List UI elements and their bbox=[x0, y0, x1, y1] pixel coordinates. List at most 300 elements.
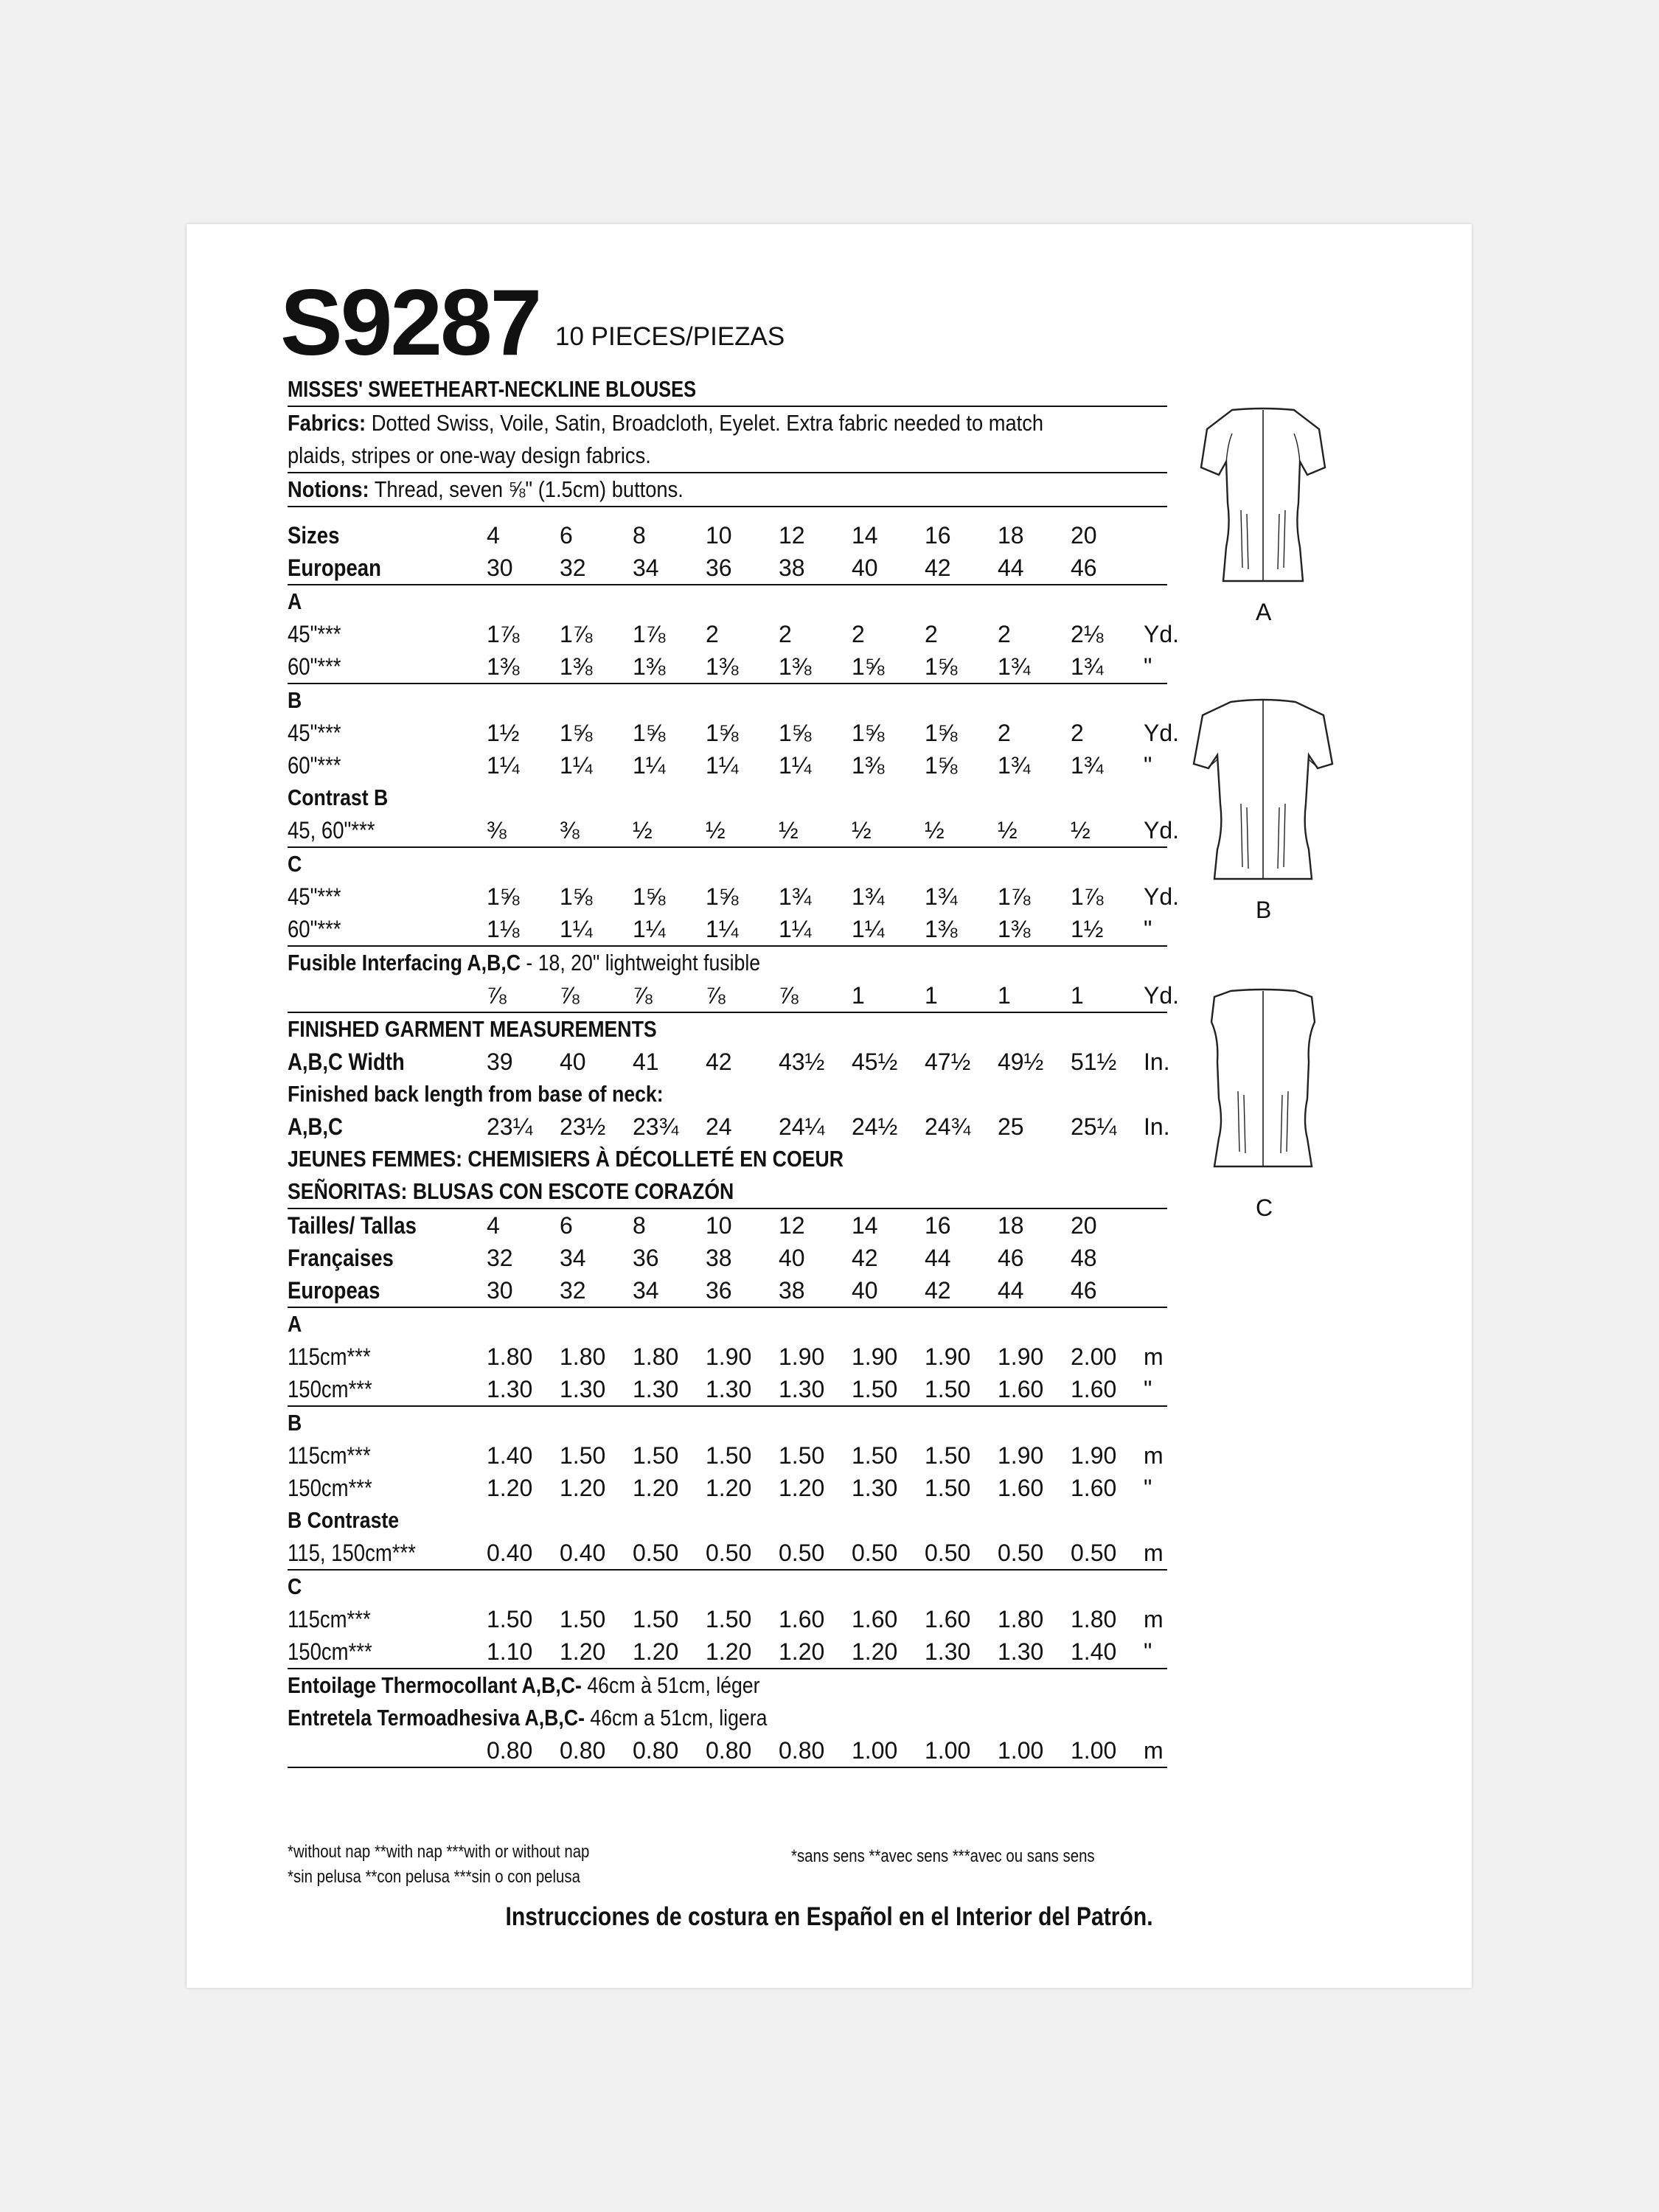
unit-cell: " bbox=[1144, 653, 1152, 680]
unit-cell: m bbox=[1144, 1539, 1164, 1566]
size-cell: 1.50 bbox=[560, 1441, 606, 1469]
a-45-row bbox=[288, 618, 1180, 650]
size-cell: 1⅝ bbox=[560, 719, 593, 746]
size-cell: 1.50 bbox=[852, 1441, 898, 1469]
size-cell: 23¼ bbox=[487, 1113, 533, 1140]
size-cell: 1 bbox=[998, 981, 1011, 1009]
unit-cell: " bbox=[1144, 1474, 1152, 1501]
size-cell: 0.50 bbox=[998, 1539, 1044, 1566]
size-cell: 51½ bbox=[1071, 1048, 1117, 1075]
size-cell: 1.50 bbox=[779, 1441, 825, 1469]
size-cell: 24¾ bbox=[925, 1113, 971, 1140]
size-cell: 1.00 bbox=[1071, 1736, 1117, 1764]
view-a-sketch bbox=[1189, 400, 1337, 591]
size-cell: 1.90 bbox=[998, 1343, 1044, 1370]
size-cell: 1¾ bbox=[1071, 653, 1104, 680]
size-cell: 1.60 bbox=[852, 1605, 898, 1632]
size-cell: 1⅝ bbox=[852, 653, 885, 680]
notions-text: Thread, seven ⅝" (1.5cm) buttons. bbox=[369, 476, 684, 502]
size-cell: 1.50 bbox=[633, 1441, 679, 1469]
size-cell: ⅞ bbox=[487, 981, 507, 1009]
size-cell: 48 bbox=[1071, 1244, 1097, 1271]
unit-cell: m bbox=[1144, 1343, 1164, 1370]
spanish-title: SEÑORITAS: BLUSAS CON ESCOTE CORAZÓN bbox=[288, 1178, 734, 1204]
size-cell: 25 bbox=[998, 1113, 1024, 1140]
size-cell: 1.50 bbox=[706, 1441, 752, 1469]
size-cell: 49½ bbox=[998, 1048, 1044, 1075]
size-cell: 4 bbox=[487, 1211, 500, 1239]
size-cell: 1.50 bbox=[852, 1375, 898, 1402]
size-cell: 1⅝ bbox=[925, 751, 958, 779]
size-cell: 1.90 bbox=[706, 1343, 752, 1370]
size-cell: 36 bbox=[633, 1244, 659, 1271]
size-cell: 1¼ bbox=[852, 915, 885, 942]
interfacing-label: Fusible Interfacing A,B,C bbox=[288, 950, 521, 975]
size-cell: 2 bbox=[706, 620, 719, 647]
size-cell: 1.90 bbox=[925, 1343, 971, 1370]
row-label: 45, 60"*** bbox=[288, 816, 375, 844]
size-cell: 2 bbox=[779, 620, 792, 647]
size-cell: 34 bbox=[633, 1276, 659, 1304]
size-cell: 1⅜ bbox=[487, 653, 520, 680]
size-cell: 1.90 bbox=[779, 1343, 825, 1370]
size-cell: 0.40 bbox=[487, 1539, 533, 1566]
size-cell: 1.30 bbox=[852, 1474, 898, 1501]
row-label: 45"*** bbox=[288, 719, 341, 746]
size-cell: 1.60 bbox=[1071, 1474, 1117, 1501]
row-label: 45"*** bbox=[288, 883, 341, 910]
metric-view-c-heading: C bbox=[288, 1573, 302, 1599]
row-label: Europeas bbox=[288, 1276, 380, 1304]
size-cell: 23½ bbox=[560, 1113, 606, 1140]
footnote-spanish: *sin pelusa **con pelusa ***sin o con pelusa bbox=[288, 1867, 580, 1887]
size-cell: 46 bbox=[1071, 1276, 1097, 1304]
unit-cell: m bbox=[1144, 1441, 1164, 1469]
size-cell: 1 bbox=[925, 981, 938, 1009]
size-cell: 1.90 bbox=[998, 1441, 1044, 1469]
size-cell: 6 bbox=[560, 1211, 573, 1239]
row-label: 115, 150cm*** bbox=[288, 1539, 416, 1566]
size-cell: 1.00 bbox=[998, 1736, 1044, 1764]
unit-cell: In. bbox=[1144, 1113, 1170, 1140]
size-cell: 1¾ bbox=[998, 751, 1031, 779]
size-cell: 1.80 bbox=[998, 1605, 1044, 1632]
size-cell: 1.20 bbox=[779, 1474, 825, 1501]
size-cell: 1.50 bbox=[925, 1375, 971, 1402]
back-length-row bbox=[288, 1110, 1170, 1143]
size-cell: 1.50 bbox=[925, 1474, 971, 1501]
a-60-row bbox=[288, 650, 1167, 684]
size-cell: 1⅝ bbox=[560, 883, 593, 910]
size-cell: 40 bbox=[852, 554, 878, 581]
interfacing-row bbox=[288, 979, 1180, 1013]
size-cell: 1⅞ bbox=[998, 883, 1031, 910]
size-cell: 1.90 bbox=[852, 1343, 898, 1370]
size-cell: 40 bbox=[852, 1276, 878, 1304]
size-cell: 30 bbox=[487, 554, 513, 581]
interfacing-label: Entoilage Thermocollant A,B,C- bbox=[288, 1672, 582, 1698]
interfacing-text: 46cm a 51cm, ligera bbox=[584, 1705, 768, 1731]
french-title: JEUNES FEMMES: CHEMISIERS À DÉCOLLETÉ EN COEUR bbox=[288, 1146, 844, 1172]
size-cell: 40 bbox=[779, 1244, 805, 1271]
size-cell: 0.50 bbox=[706, 1539, 752, 1566]
size-cell: 1⅜ bbox=[779, 653, 812, 680]
interfacing-label: Entretela Termoadhesiva A,B,C- bbox=[288, 1705, 585, 1731]
size-cell: 2⅛ bbox=[1071, 620, 1104, 647]
c-45-row bbox=[288, 880, 1180, 913]
b-45-row bbox=[288, 717, 1180, 749]
size-cell: 2 bbox=[998, 719, 1011, 746]
view-a-heading: A bbox=[288, 588, 302, 614]
size-cell: 1¼ bbox=[779, 915, 812, 942]
size-cell: 1.10 bbox=[487, 1638, 533, 1665]
size-cell: 1⅞ bbox=[487, 620, 520, 647]
size-cell: 42 bbox=[852, 1244, 878, 1271]
size-cell: 0.50 bbox=[1071, 1539, 1117, 1566]
size-cell: ½ bbox=[925, 816, 945, 844]
size-cell: ½ bbox=[633, 816, 653, 844]
size-cell: 1.20 bbox=[706, 1638, 752, 1665]
b-150-row bbox=[288, 1472, 1167, 1504]
a-150-row bbox=[288, 1373, 1167, 1407]
size-cell: 1¼ bbox=[560, 915, 593, 942]
row-label: 60"*** bbox=[288, 751, 341, 779]
fabrics bbox=[288, 407, 1167, 473]
size-cell: 36 bbox=[706, 1276, 732, 1304]
unit-cell: In. bbox=[1144, 1048, 1170, 1075]
size-cell: 1 bbox=[1071, 981, 1084, 1009]
row-label: 150cm*** bbox=[288, 1474, 372, 1501]
size-cell: 14 bbox=[852, 521, 878, 549]
size-cell: 1.50 bbox=[560, 1605, 606, 1632]
size-cell: 2.00 bbox=[1071, 1343, 1117, 1370]
row-label: 60"*** bbox=[288, 915, 341, 942]
view-c-sketch bbox=[1189, 981, 1337, 1180]
european-row bbox=[288, 552, 1167, 585]
size-cell: 44 bbox=[998, 1276, 1024, 1304]
size-cell: ½ bbox=[779, 816, 799, 844]
size-cell: 1.30 bbox=[706, 1375, 752, 1402]
size-cell: 1.20 bbox=[487, 1474, 533, 1501]
row-label: 150cm*** bbox=[288, 1638, 372, 1665]
view-b-sketch bbox=[1182, 693, 1344, 892]
row-label: Sizes bbox=[288, 521, 340, 549]
fabrics-text-2: plaids, stripes or one-way design fabrics. bbox=[288, 442, 651, 468]
size-cell: 1.80 bbox=[560, 1343, 606, 1370]
fabrics-text: Dotted Swiss, Voile, Satin, Broadcloth, Eyelet. Extra fabric needed to match bbox=[366, 410, 1044, 436]
size-cell: 42 bbox=[706, 1048, 732, 1075]
footnote-french: *sans sens **avec sens ***avec ou sans sens bbox=[791, 1846, 1095, 1866]
pattern-title: MISSES' SWEETHEART-NECKLINE BLOUSES bbox=[288, 376, 697, 402]
size-cell: 1⅝ bbox=[925, 653, 958, 680]
pattern-number: S9287 bbox=[280, 270, 540, 375]
c-150-row bbox=[288, 1635, 1167, 1669]
francaises-row bbox=[288, 1242, 1167, 1274]
size-cell: ½ bbox=[706, 816, 726, 844]
tailles-row bbox=[288, 1209, 1167, 1242]
entoilage-heading bbox=[288, 1669, 1044, 1702]
size-cell: 2 bbox=[925, 620, 938, 647]
size-cell: 47½ bbox=[925, 1048, 971, 1075]
size-cell: 12 bbox=[779, 1211, 805, 1239]
size-cell: 0.80 bbox=[487, 1736, 533, 1764]
a-115-row bbox=[288, 1340, 1167, 1373]
size-cell: 1.60 bbox=[925, 1605, 971, 1632]
size-cell: 1.80 bbox=[487, 1343, 533, 1370]
interfacing-heading bbox=[288, 947, 1044, 979]
europeas-row bbox=[288, 1274, 1167, 1308]
b-60-row bbox=[288, 749, 1167, 782]
size-cell: 1.30 bbox=[925, 1638, 971, 1665]
view-c-label: C bbox=[1256, 1194, 1273, 1221]
size-cell: 1.30 bbox=[560, 1375, 606, 1402]
size-cell: 4 bbox=[487, 521, 500, 549]
size-cell: 1⅜ bbox=[852, 751, 885, 779]
size-cell: 43½ bbox=[779, 1048, 825, 1075]
size-cell: ½ bbox=[852, 816, 872, 844]
unit-cell: " bbox=[1144, 751, 1152, 779]
size-cell: 1.30 bbox=[633, 1375, 679, 1402]
size-cell: 44 bbox=[998, 554, 1024, 581]
size-cell: 34 bbox=[560, 1244, 586, 1271]
size-cell: 1⅞ bbox=[633, 620, 666, 647]
size-cell: 25¼ bbox=[1071, 1113, 1117, 1140]
size-cell: 1.60 bbox=[779, 1605, 825, 1632]
footnote-english: *without nap **with nap ***with or without nap bbox=[288, 1842, 590, 1862]
size-cell: 44 bbox=[925, 1244, 951, 1271]
size-cell: 1.20 bbox=[706, 1474, 752, 1501]
size-cell: 32 bbox=[560, 1276, 586, 1304]
size-cell: 1¾ bbox=[1071, 751, 1104, 779]
size-cell: 1¾ bbox=[852, 883, 885, 910]
size-cell: 6 bbox=[560, 521, 573, 549]
size-cell: 0.80 bbox=[560, 1736, 606, 1764]
size-cell: ⅜ bbox=[487, 816, 507, 844]
size-cell: 32 bbox=[560, 554, 586, 581]
size-cell: 38 bbox=[779, 1276, 805, 1304]
size-cell: 16 bbox=[925, 1211, 951, 1239]
row-label: European bbox=[288, 554, 381, 581]
size-cell: 1.20 bbox=[633, 1474, 679, 1501]
size-cell: 1 bbox=[852, 981, 865, 1009]
size-cell: 1⅜ bbox=[633, 653, 666, 680]
size-cell: 0.80 bbox=[633, 1736, 679, 1764]
unit-cell: m bbox=[1144, 1736, 1164, 1764]
pattern-envelope-back bbox=[187, 224, 1472, 1988]
size-cell: 1⅜ bbox=[998, 915, 1031, 942]
size-cell: 1.50 bbox=[633, 1605, 679, 1632]
size-cell: ⅞ bbox=[633, 981, 653, 1009]
interfacing-text: - 18, 20" lightweight fusible bbox=[521, 950, 761, 975]
contrast-b-heading: Contrast B bbox=[288, 785, 389, 810]
size-cell: 0.50 bbox=[779, 1539, 825, 1566]
size-cell: 1⅜ bbox=[560, 653, 593, 680]
size-cell: 0.80 bbox=[706, 1736, 752, 1764]
size-cell: 42 bbox=[925, 554, 951, 581]
size-cell: 1.50 bbox=[706, 1605, 752, 1632]
row-label: 115cm*** bbox=[288, 1441, 371, 1469]
size-cell: 1.50 bbox=[925, 1441, 971, 1469]
size-cell: 38 bbox=[779, 554, 805, 581]
size-cell: 1.60 bbox=[998, 1375, 1044, 1402]
size-cell: ⅜ bbox=[560, 816, 580, 844]
size-cell: 38 bbox=[706, 1244, 732, 1271]
size-cell: 1¼ bbox=[633, 751, 666, 779]
size-cell: 41 bbox=[633, 1048, 659, 1075]
size-cell: 1¼ bbox=[487, 751, 520, 779]
size-cell: 1.00 bbox=[925, 1736, 971, 1764]
size-cell: 1¼ bbox=[560, 751, 593, 779]
size-cell: 42 bbox=[925, 1276, 951, 1304]
size-cell: 24½ bbox=[852, 1113, 898, 1140]
size-cell: 1⅝ bbox=[487, 883, 520, 910]
size-cell: 1½ bbox=[487, 719, 520, 746]
row-label: A,B,C bbox=[288, 1113, 343, 1140]
size-cell: 1⅝ bbox=[852, 719, 885, 746]
back-length-heading: Finished back length from base of neck: bbox=[288, 1081, 664, 1107]
size-cell: 8 bbox=[633, 1211, 646, 1239]
size-cell: 1.60 bbox=[998, 1474, 1044, 1501]
size-cell: ½ bbox=[998, 816, 1018, 844]
size-cell: 1.00 bbox=[852, 1736, 898, 1764]
row-label: 45"*** bbox=[288, 620, 341, 647]
size-cell: 1⅝ bbox=[706, 719, 739, 746]
size-cell: 32 bbox=[487, 1244, 513, 1271]
width-row bbox=[288, 1046, 1170, 1078]
notions bbox=[288, 473, 1167, 507]
interfacing-text: 46cm à 51cm, léger bbox=[581, 1672, 760, 1698]
size-cell: 1.20 bbox=[560, 1474, 606, 1501]
row-label: A,B,C Width bbox=[288, 1048, 405, 1075]
description-block bbox=[288, 373, 1167, 507]
size-cell: 1.30 bbox=[998, 1638, 1044, 1665]
size-cell: 16 bbox=[925, 521, 951, 549]
size-cell: 1⅜ bbox=[706, 653, 739, 680]
size-cell: 12 bbox=[779, 521, 805, 549]
row-label: Françaises bbox=[288, 1244, 394, 1271]
size-cell: 10 bbox=[706, 521, 732, 549]
size-cell: ⅞ bbox=[779, 981, 799, 1009]
size-cell: 0.50 bbox=[633, 1539, 679, 1566]
size-cell: 1¾ bbox=[925, 883, 958, 910]
size-cell: 1¾ bbox=[779, 883, 812, 910]
b-contraste-row bbox=[288, 1537, 1167, 1571]
metric-interfacing-row bbox=[288, 1734, 1167, 1768]
size-cell: 46 bbox=[1071, 554, 1097, 581]
size-cell: ⅞ bbox=[706, 981, 726, 1009]
view-b-heading: B bbox=[288, 687, 302, 713]
row-label: Tailles/ Tallas bbox=[288, 1211, 417, 1239]
size-cell: 1⅝ bbox=[633, 719, 666, 746]
size-cell: 2 bbox=[1071, 719, 1084, 746]
size-cell: 1⅜ bbox=[925, 915, 958, 942]
size-cell: 1⅛ bbox=[487, 915, 520, 942]
footer-note: Instrucciones de costura en Español en el Interior del Patrón. bbox=[505, 1902, 1153, 1931]
size-cell: 1½ bbox=[1071, 915, 1104, 942]
c-115-row bbox=[288, 1603, 1167, 1635]
size-cell: 18 bbox=[998, 1211, 1024, 1239]
unit-cell: m bbox=[1144, 1605, 1164, 1632]
size-cell: 23¾ bbox=[633, 1113, 679, 1140]
size-cell: 14 bbox=[852, 1211, 878, 1239]
row-label: 115cm*** bbox=[288, 1605, 371, 1632]
row-label: 115cm*** bbox=[288, 1343, 371, 1370]
metric-view-a-heading: A bbox=[288, 1311, 302, 1337]
size-cell: 1⅞ bbox=[560, 620, 593, 647]
size-cell: 1.40 bbox=[487, 1441, 533, 1469]
size-cell: 1⅝ bbox=[706, 883, 739, 910]
size-cell: 1.20 bbox=[852, 1638, 898, 1665]
size-cell: 1¼ bbox=[779, 751, 812, 779]
size-cell: 1⅞ bbox=[1071, 883, 1104, 910]
size-cell: 1⅝ bbox=[633, 883, 666, 910]
fabrics-label: Fabrics: bbox=[288, 410, 366, 436]
piece-count: 10 PIECES/PIEZAS bbox=[555, 322, 785, 351]
measurements-heading: FINISHED GARMENT MEASUREMENTS bbox=[288, 1016, 657, 1042]
contrast-b-row bbox=[288, 814, 1180, 848]
b-contraste-heading: B Contraste bbox=[288, 1507, 400, 1533]
size-cell: 46 bbox=[998, 1244, 1024, 1271]
size-cell: 1¼ bbox=[633, 915, 666, 942]
size-cell: 20 bbox=[1071, 521, 1097, 549]
size-cell: 36 bbox=[706, 554, 732, 581]
size-cell: 1.80 bbox=[633, 1343, 679, 1370]
unit-cell: Yd. bbox=[1144, 981, 1180, 1009]
c-60-row bbox=[288, 913, 1167, 947]
size-cell: ⅞ bbox=[560, 981, 580, 1009]
size-cell: 1⅝ bbox=[779, 719, 812, 746]
size-cell: 34 bbox=[633, 554, 659, 581]
size-cell: 8 bbox=[633, 521, 646, 549]
size-cell: ½ bbox=[1071, 816, 1091, 844]
unit-cell: Yd. bbox=[1144, 719, 1180, 746]
size-cell: 1.30 bbox=[487, 1375, 533, 1402]
unit-cell: Yd. bbox=[1144, 883, 1180, 910]
unit-cell: " bbox=[1144, 1638, 1152, 1665]
size-cell: 0.80 bbox=[779, 1736, 825, 1764]
size-cell: 20 bbox=[1071, 1211, 1097, 1239]
entretela-heading bbox=[288, 1702, 1044, 1734]
size-cell: 10 bbox=[706, 1211, 732, 1239]
sizes-row bbox=[288, 519, 1167, 552]
size-cell: 2 bbox=[998, 620, 1011, 647]
yardage-table-english bbox=[288, 519, 1180, 1768]
view-c-heading: C bbox=[288, 851, 302, 877]
metric-view-b-heading: B bbox=[288, 1410, 302, 1436]
size-cell: 1.60 bbox=[1071, 1375, 1117, 1402]
size-cell: 24¼ bbox=[779, 1113, 825, 1140]
size-cell: 1.90 bbox=[1071, 1441, 1117, 1469]
row-label: 60"*** bbox=[288, 653, 341, 680]
size-cell: 0.50 bbox=[852, 1539, 898, 1566]
size-cell: 39 bbox=[487, 1048, 513, 1075]
size-cell: 1.20 bbox=[633, 1638, 679, 1665]
notions-label: Notions: bbox=[288, 476, 369, 502]
size-cell: 1.30 bbox=[779, 1375, 825, 1402]
unit-cell: " bbox=[1144, 1375, 1152, 1402]
size-cell: 24 bbox=[706, 1113, 732, 1140]
row-label: 150cm*** bbox=[288, 1375, 372, 1402]
size-cell: 0.50 bbox=[925, 1539, 971, 1566]
unit-cell: Yd. bbox=[1144, 620, 1180, 647]
b-115-row bbox=[288, 1439, 1167, 1472]
size-cell: 18 bbox=[998, 521, 1024, 549]
size-cell: 1⅝ bbox=[925, 719, 958, 746]
size-cell: 1.80 bbox=[1071, 1605, 1117, 1632]
size-cell: 1¼ bbox=[706, 915, 739, 942]
size-cell: 2 bbox=[852, 620, 865, 647]
size-cell: 1.40 bbox=[1071, 1638, 1117, 1665]
